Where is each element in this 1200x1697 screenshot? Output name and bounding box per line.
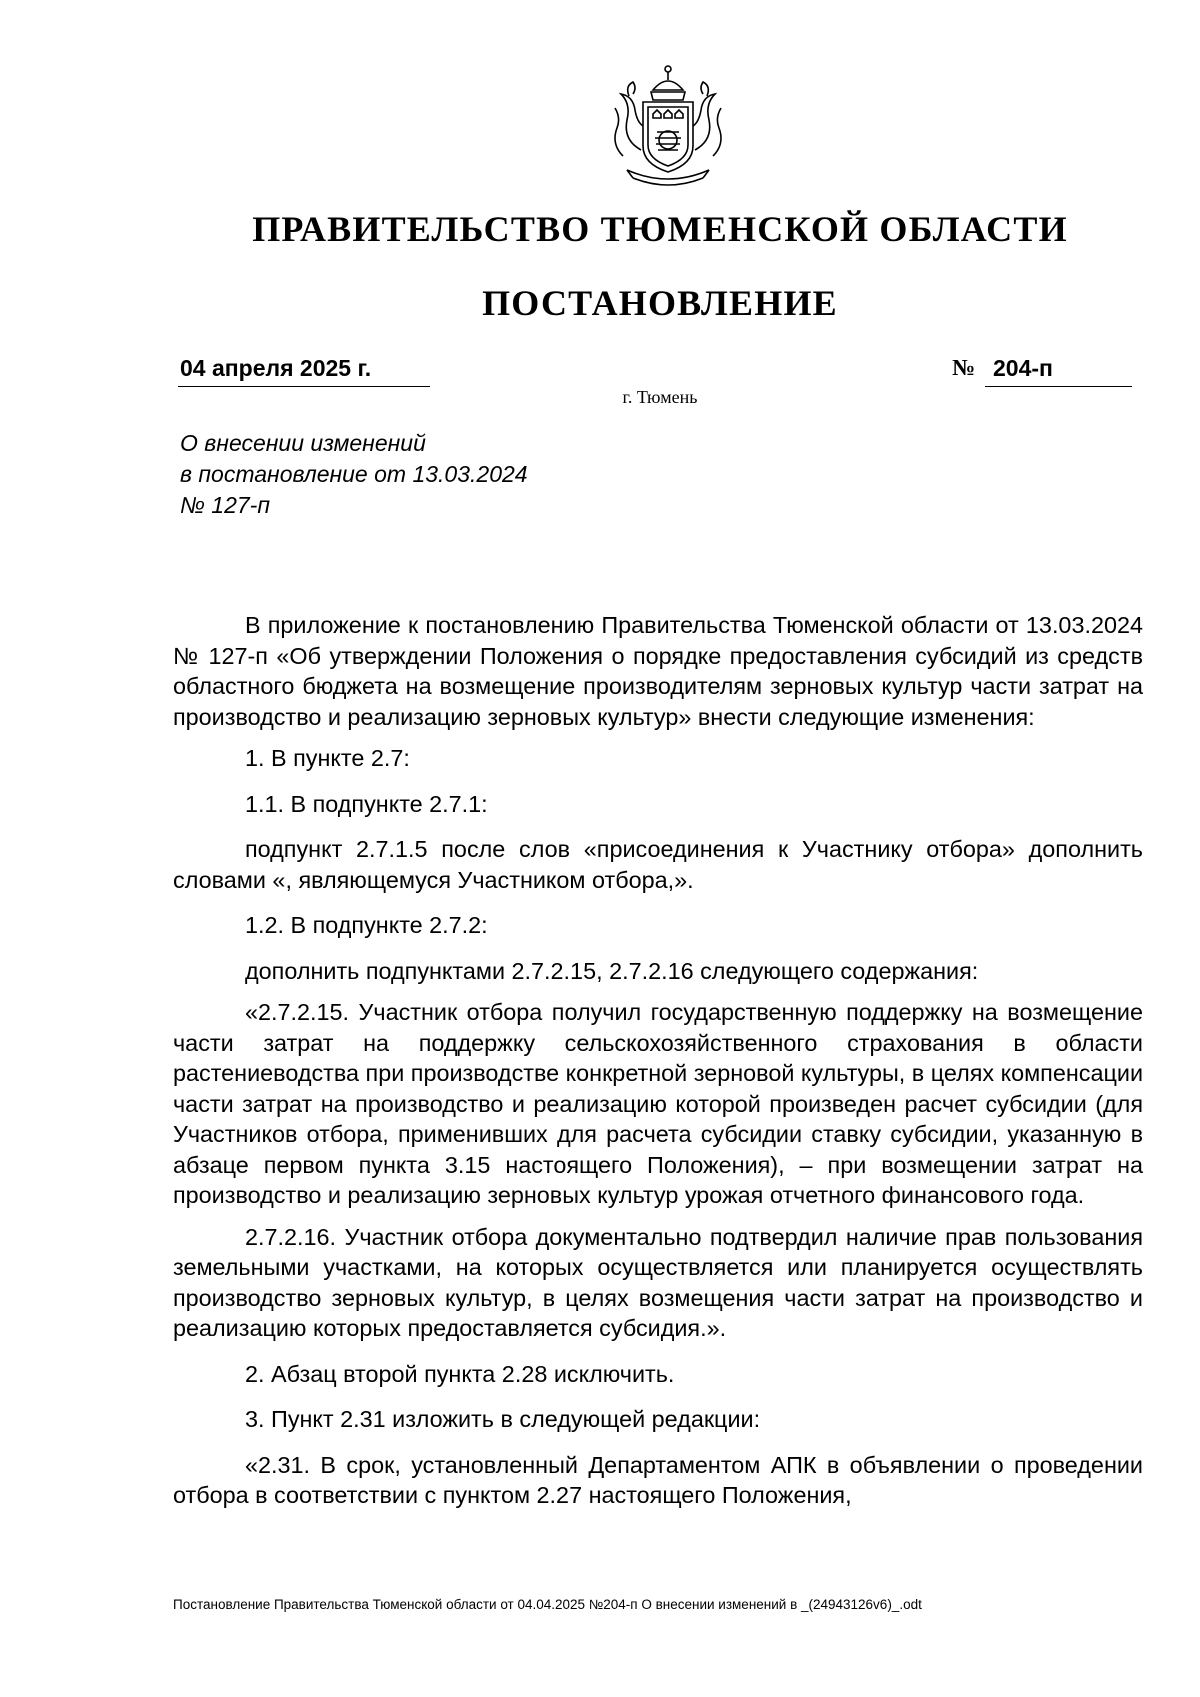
document-subject bbox=[180, 428, 528, 521]
document-type-title: ПОСТАНОВЛЕНИЕ bbox=[482, 283, 838, 323]
body-paragraph: подпункт 2.7.1.5 после слов «присоединения к Участнику отбора» дополнить словами «, являющемуся Участником отбора,». bbox=[173, 836, 1143, 893]
body-paragraph: 2. Абзац второй пункта 2.28 исключить. bbox=[245, 1360, 675, 1387]
body-paragraph: 1.2. В подпункте 2.7.2: bbox=[245, 912, 488, 938]
body-paragraph: 3. Пункт 2.31 изложить в следующей редакции: bbox=[245, 1406, 761, 1432]
document-body bbox=[173, 610, 1143, 1511]
document-number-label: № bbox=[952, 355, 976, 380]
subject-line: № 127-п bbox=[180, 492, 270, 518]
page-footer: Постановление Правительства Тюменской области от 04.04.2025 №204-п О внесении изменений в _(24943126v6)_.odt bbox=[173, 1597, 922, 1612]
body-paragraph: 2.7.2.16. Участник отбора документально подтвердил наличие прав пользования земельными участками, на которых осуществляется или планируется осуществлять производство зерновых культур, в целях возмещения части затрат на производство и реализацию которых предоставляется субсидия.». bbox=[173, 1223, 1143, 1341]
government-title: ПРАВИТЕЛЬСТВО ТЮМЕНСКОЙ ОБЛАСТИ bbox=[252, 209, 1068, 249]
body-paragraph: В приложение к постановлению Правительства Тюменской области от 13.03.2024 № 127-п «Об утверждении Положения о порядке предоставления субсидий из средств областного бюджета на возмещение производителям зерновых культур части затрат на производство и реализацию зерновых культур» внести следующие изменения: bbox=[173, 612, 1143, 730]
city-label: г. Тюмень bbox=[622, 387, 698, 407]
body-paragraph: 1.1. В подпункте 2.7.1: bbox=[245, 790, 488, 817]
document-number: 204-п bbox=[985, 355, 1132, 387]
subject-line: О внесении изменений bbox=[180, 430, 426, 456]
subject-line: в постановление от 13.03.2024 bbox=[180, 461, 528, 487]
document-date: 04 апреля 2025 г. bbox=[178, 355, 430, 387]
coat-of-arms-emblem bbox=[593, 60, 743, 192]
body-paragraph: «2.31. В срок, установленный Департаментом АПК в объявлении о проведении отбора в соответствии с пунктом 2.27 настоящего Положения, bbox=[173, 1451, 1143, 1508]
body-paragraph: дополнить подпунктами 2.7.2.15, 2.7.2.16 следующего содержания: bbox=[245, 957, 979, 984]
body-paragraph: «2.7.2.15. Участник отбора получил государственную поддержку на возмещение части затрат на поддержку сельскохозяйственного страхования в области растениеводства при производстве конкретной зерновой культуры, в целях компенсации части затрат на производство и реализацию которой произведен расчет субсидии (для Участников отбора, применивших для расчета субсидии ставку субсидии, указанную в абзаце первом пункта 3.15 настоящего Положения), – при возмещении затрат на производство и реализацию зерновых культур урожая отчетного финансового года. bbox=[173, 999, 1144, 1208]
body-paragraph: 1. В пункте 2.7: bbox=[245, 745, 410, 771]
